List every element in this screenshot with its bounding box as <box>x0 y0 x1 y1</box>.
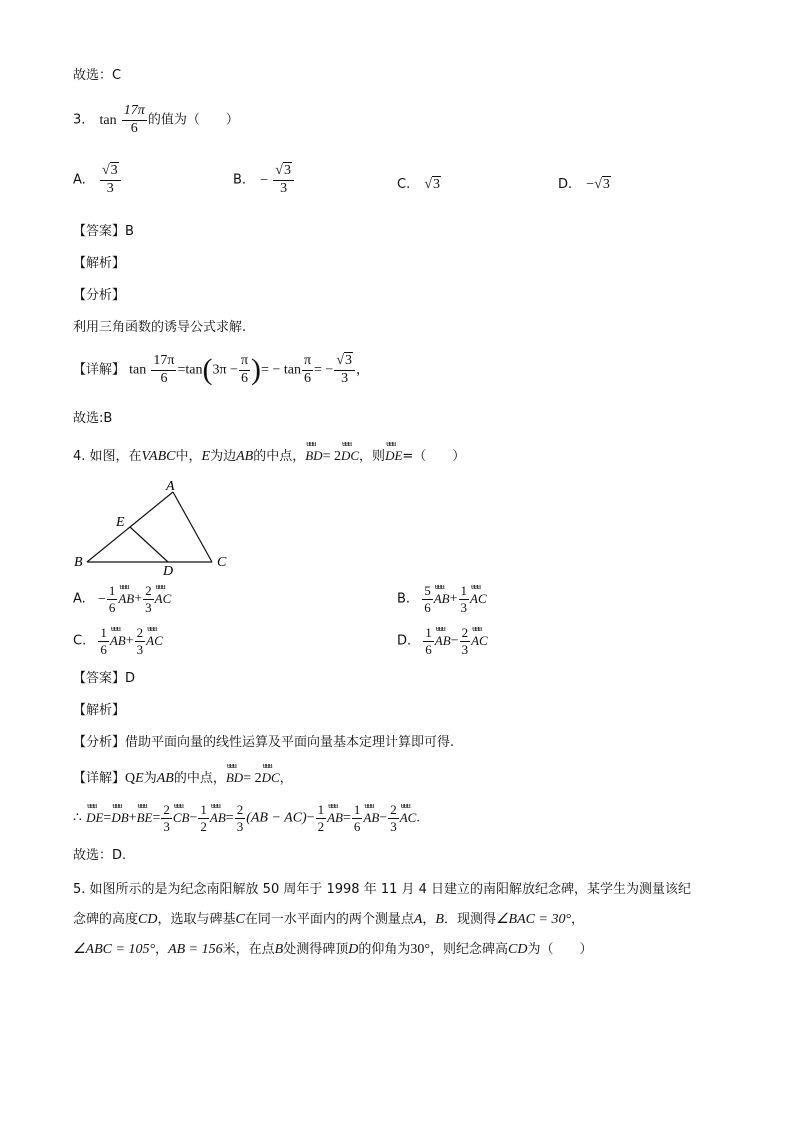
detail-q: Q <box>125 771 136 786</box>
option-radicand: 3 <box>602 177 610 192</box>
option-vector-2: ʉʉʉ AC <box>146 633 163 649</box>
q4-vec-bd: ʉʉʉ BD <box>305 448 322 464</box>
q4-detail-2: ∴ ʉʉʉ DE=ʉʉʉ DB+ʉʉʉ BE= $\frac{2}{3}$ ʉʉʉ CB− $\frac{1}{2}$ ʉʉʉ AB= $\frac{2}{3}$ (AB − AC)− $\frac{1}{2}$ ʉʉʉ AB= $\frac{1}{6}$ ʉʉʉ AB− $\frac{2}{3}$ ʉʉʉ AC. <box>73 803 420 833</box>
option-operator: + <box>134 591 143 607</box>
option-vector-1: ʉʉʉ AB <box>118 591 134 607</box>
minus: − <box>189 810 198 826</box>
q5-angle-bac: ∠BAC = 30° <box>496 912 572 927</box>
q3-number: 3. <box>73 112 86 128</box>
option-sign: − <box>260 172 269 188</box>
q5-text: ．现测得 <box>443 912 496 927</box>
edge-ac <box>173 492 212 562</box>
minus: − <box>306 810 315 826</box>
option-sign: − <box>97 591 106 607</box>
q3-fenxi-tag: 【分析】 <box>73 288 126 303</box>
edge-ed <box>130 527 168 562</box>
q4-fenxi <box>73 735 454 751</box>
q3-frac-num: 17π <box>122 104 147 121</box>
q4-jiexi: 【解析】 <box>73 703 126 718</box>
option-label: B. <box>233 172 247 188</box>
label-c: C <box>217 555 227 570</box>
q3-option-c: C. √3 <box>397 177 441 192</box>
q4-text: 的中点， <box>253 449 306 464</box>
option-denominator: 3 <box>106 180 114 196</box>
fenxi-tag: 【分析】 <box>73 735 126 750</box>
detail-eq: = <box>177 362 186 378</box>
detail-inner: 3π − <box>212 362 238 378</box>
option-fraction: $\frac{√3}{3}$ <box>100 164 121 196</box>
q4-option-b: B. $\frac{5}{6}$ ʉʉʉ AB+ $\frac{1}{3}$ ʉʉʉ AC <box>397 584 487 614</box>
q3-answer <box>73 224 134 240</box>
vec-be: ʉʉʉ BE <box>137 810 153 826</box>
q4-detail-1 <box>73 770 293 788</box>
option-label: D. <box>397 633 412 649</box>
q4-option-d: D. $\frac{1}{6}$ ʉʉʉ AB− $\frac{2}{3}$ ʉʉʉ AC <box>397 626 488 656</box>
q3-option-a <box>73 164 122 196</box>
q3-stem <box>73 104 239 136</box>
q4-option-a: A. − $\frac{1}{6}$ ʉʉʉ AB+ $\frac{2}{3}$ ʉʉʉ AC <box>73 584 171 614</box>
q5-angle-abc: ∠ABC = 105° <box>73 942 156 957</box>
q5-ab-length: AB = 156 <box>168 942 223 957</box>
q3-frac-den: 6 <box>130 120 138 136</box>
q5-text: ， <box>571 912 585 927</box>
detail-e: E <box>135 771 144 786</box>
vec-ac: ʉʉʉ AC <box>400 810 417 826</box>
q5-a: A <box>413 912 423 927</box>
option-radicand: 3 <box>433 177 441 192</box>
q4-vec-dc: ʉʉʉ DC <box>341 448 359 464</box>
q5-text: 念碑的高度 <box>73 912 139 927</box>
option-operator: − <box>450 633 459 649</box>
detail-eq: = 2 <box>243 771 262 786</box>
q3-suffix: 的值为（ ） <box>147 112 239 128</box>
q5-text: ， <box>422 912 436 927</box>
label-e: E <box>116 515 125 530</box>
q5-text: 的仰角为 <box>358 942 411 957</box>
answer-tag: 【答案】 <box>73 224 126 239</box>
eq: = <box>225 810 234 826</box>
answer-value: D <box>125 671 136 686</box>
minus: − <box>379 810 388 826</box>
option-vector-2: ʉʉʉ AC <box>155 591 172 607</box>
detail-eq-3: = − <box>314 362 334 378</box>
label-b: B <box>74 555 83 570</box>
detail-text: 的中点， <box>173 771 226 786</box>
q5-line-3 <box>73 942 592 959</box>
triangle-figure <box>70 478 240 578</box>
q3-detail: 【详解】 tan $\frac{17\pi}{6}$ =tan(3π − $\frac{\pi}{6}$ )= − tan $\frac{\pi}{6}$ = − $\frac{√3}{3}$ ， <box>73 352 370 386</box>
q4-eq: = 2 <box>322 449 341 464</box>
q5-point-b: B <box>274 942 284 957</box>
detail-tan-2: tan <box>185 362 203 378</box>
option-vector-2: ʉʉʉ AC <box>471 633 488 649</box>
vec-ab: ʉʉʉ AB <box>327 810 343 826</box>
detail-tag: 【详解】 <box>73 771 126 786</box>
q4-triangle: VABC <box>141 449 176 464</box>
plus: + <box>128 810 137 826</box>
q5-b: B <box>435 912 444 927</box>
option-vector-1: ʉʉʉ AB <box>434 591 450 607</box>
detail-frac-1: $\frac{17\pi}{6}$ <box>153 352 175 386</box>
vec-ab: ʉʉʉ AB <box>363 810 379 826</box>
q5-text: ，则纪念碑高 <box>429 942 508 957</box>
option-label: C. <box>73 633 87 649</box>
detail-frac-4: $\frac{√3}{3}$ <box>334 354 355 386</box>
q3-option-d: D. −√3 <box>558 177 610 192</box>
option-sign: − <box>586 177 595 192</box>
q5-text: 为（ ） <box>527 942 593 957</box>
q3-tan: tan <box>99 112 117 128</box>
option-label: A. <box>73 172 86 188</box>
q4-text: 为边 <box>210 449 237 464</box>
option-radicand: 3 <box>110 163 118 178</box>
option-label: B. <box>397 591 411 607</box>
q5-cd: CD <box>138 912 158 927</box>
option-vector-1: ʉʉʉ AB <box>435 633 451 649</box>
q4-stem <box>73 448 465 466</box>
q5-text: ，选取与碑基 <box>157 912 236 927</box>
detail-tag: 【详解】 <box>73 362 126 378</box>
q4-point-e: E <box>201 449 211 464</box>
q4-answer <box>73 671 135 687</box>
answer-tag: 【答案】 <box>73 671 126 686</box>
q4-option-c: C. $\frac{1}{6}$ ʉʉʉ AB+ $\frac{2}{3}$ ʉʉʉ AC <box>73 626 163 656</box>
q3-option-b <box>233 164 295 196</box>
q5-angle-30: 30° <box>410 942 430 957</box>
option-label: A. <box>73 591 86 607</box>
q3-final: 故选:B <box>73 411 113 426</box>
eq: = <box>103 810 112 826</box>
option-radicand: 3 <box>283 163 291 178</box>
q5-cd: CD <box>507 942 528 957</box>
eq: = <box>152 810 161 826</box>
option-label: D. <box>558 177 573 192</box>
label-d: D <box>163 564 174 578</box>
eq: = <box>343 810 351 826</box>
answer-value: B <box>125 224 134 239</box>
q3-fraction <box>122 104 147 136</box>
q5-text: ， <box>155 942 169 957</box>
q4-final: 故选：D. <box>73 848 127 863</box>
q3-jiexi: 【解析】 <box>73 256 126 271</box>
option-vector-1: ʉʉʉ AB <box>110 633 126 649</box>
detail-frac-2: $\frac{\pi}{6}$ <box>240 352 249 386</box>
q5-text: 处测得碑顶 <box>283 942 349 957</box>
detail-text: 为 <box>143 771 157 786</box>
option-fraction: $\frac{√3}{3}$ <box>273 164 294 196</box>
q4-stem-pre: 4. 如图，在 <box>73 449 142 464</box>
q3-fenxi: 利用三角函数的诱导公式求解. <box>73 320 247 335</box>
detail-ab: AB <box>156 771 174 786</box>
fenxi-text: 借助平面向量的线性运算及平面向量基本定理计算即可得. <box>125 735 455 750</box>
vec-db: ʉʉʉ DB <box>111 810 128 826</box>
paren-expr: (AB − AC) <box>246 810 307 826</box>
detail-tail: ， <box>356 362 370 378</box>
option-operator: + <box>125 633 134 649</box>
vec-de: ʉʉʉ DE <box>86 810 103 826</box>
q4-vec-de: ʉʉʉ DE <box>385 448 402 464</box>
option-vector-2: ʉʉʉ AC <box>470 591 487 607</box>
therefore-symbol: ∴ <box>73 810 82 826</box>
q2-final-answer: 故选：C <box>73 68 122 83</box>
vec-ab: ʉʉʉ AB <box>210 810 226 826</box>
q5-c: C <box>235 912 245 927</box>
detail-frac-3: $\frac{\pi}{6}$ <box>303 352 312 386</box>
q5-text: 在同一水平面内的两个测量点 <box>244 912 414 927</box>
option-label: C. <box>397 177 411 192</box>
q4-text: 中， <box>175 449 202 464</box>
detail-vec-bd: ʉʉʉ BD <box>226 770 243 786</box>
q5-d: D <box>348 942 359 957</box>
q5-line-1: 5. 如图所示的是为纪念南阳解放 50 周年于 1998 年 11 月 4 日建立的南阳解放纪念碑，某学生为测量该纪 <box>73 882 692 897</box>
q4-text: ，则 <box>359 449 386 464</box>
detail-eq-2: = − tan <box>261 362 301 378</box>
option-operator: + <box>449 591 458 607</box>
q4-ab: AB <box>236 449 254 464</box>
q5-text: 米，在点 <box>222 942 275 957</box>
label-a: A <box>166 479 175 494</box>
period: . <box>416 810 420 826</box>
option-denominator: 3 <box>280 180 288 196</box>
detail-vec-dc: ʉʉʉ DC <box>262 770 280 786</box>
detail-tan: tan <box>129 362 147 378</box>
vec-cb: ʉʉʉ CB <box>173 810 190 826</box>
detail-text: ， <box>279 771 293 786</box>
q5-line-2 <box>73 912 584 929</box>
q4-text: =（ ） <box>402 449 466 464</box>
